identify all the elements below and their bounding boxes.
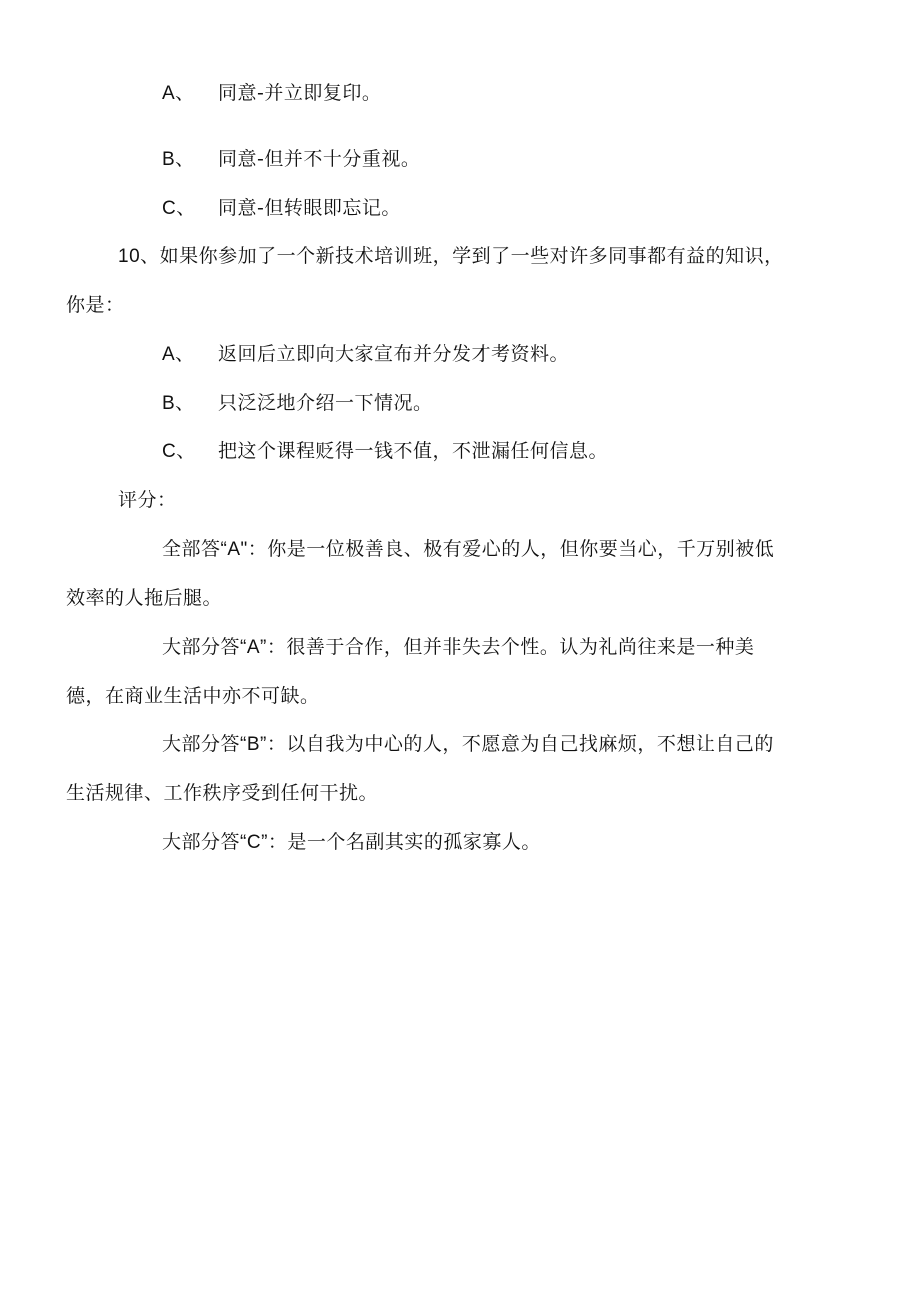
scoring-text: 是一个名副其实的孤家寡人。 xyxy=(287,831,541,853)
scoring-prefix: 大部分答 xyxy=(162,636,241,658)
scoring-item-most-c-line1 xyxy=(162,830,541,855)
scoring-heading: 评分： xyxy=(118,489,177,511)
scoring-key: “A”： xyxy=(240,637,287,658)
scoring-text: 很善于合作，但并非失去个性。认为礼尚往来是一种美 xyxy=(286,636,755,658)
q10-option-b xyxy=(162,391,433,416)
option-text: 同意-但转眼即忘记。 xyxy=(218,197,401,219)
option-text: 把这个课程贬得一钱不值，不泄漏任何信息。 xyxy=(218,440,609,462)
scoring-item-most-b-line1 xyxy=(162,732,774,757)
question-stem: 如果你参加了一个新技术培训班，学到了一些对许多同事都有益的知识， xyxy=(159,245,784,267)
q10-stem-line2: 你是： xyxy=(66,294,125,316)
q9-option-b xyxy=(162,147,420,172)
option-text: 只泛泛地介绍一下情况。 xyxy=(218,392,433,414)
scoring-item-all-a-line1 xyxy=(162,537,774,562)
option-text: 返回后立即向大家宣布并分发才考资料。 xyxy=(218,343,570,365)
q10-option-a xyxy=(162,342,569,367)
scoring-prefix: 大部分答 xyxy=(162,831,241,853)
question-number: 10、 xyxy=(118,246,160,267)
q10-stem-line1 xyxy=(118,244,784,269)
scoring-item-most-b-line2: 生活规律、工作秩序受到任何干扰。 xyxy=(66,782,379,804)
option-letter: A、 xyxy=(162,344,195,365)
scoring-text: 以自我为中心的人，不愿意为自己找麻烦，不想让自己的 xyxy=(286,733,774,755)
option-letter: C、 xyxy=(162,198,196,219)
option-letter: A、 xyxy=(162,83,195,104)
scoring-item-most-a-line1 xyxy=(162,635,754,660)
option-text: 同意-并立即复印。 xyxy=(218,82,382,104)
scoring-item-most-a-line2: 德，在商业生活中亦不可缺。 xyxy=(66,685,320,707)
scoring-item-all-a-line2: 效率的人拖后腿。 xyxy=(66,587,223,609)
q10-option-c xyxy=(162,439,608,464)
q9-option-a xyxy=(162,81,381,106)
option-letter: B、 xyxy=(162,149,195,170)
scoring-key: “A"： xyxy=(220,539,268,560)
scoring-key: “B”： xyxy=(240,734,287,755)
scoring-key: “C”： xyxy=(240,832,288,853)
option-letter: B、 xyxy=(162,393,195,414)
option-letter: C、 xyxy=(162,441,196,462)
scoring-prefix: 全部答 xyxy=(162,538,221,560)
scoring-text: 你是一位极善良、极有爱心的人，但你要当心，千万别被低 xyxy=(267,538,775,560)
option-text: 同意-但并不十分重视。 xyxy=(218,148,421,170)
q9-option-c xyxy=(162,196,401,221)
scoring-prefix: 大部分答 xyxy=(162,733,241,755)
